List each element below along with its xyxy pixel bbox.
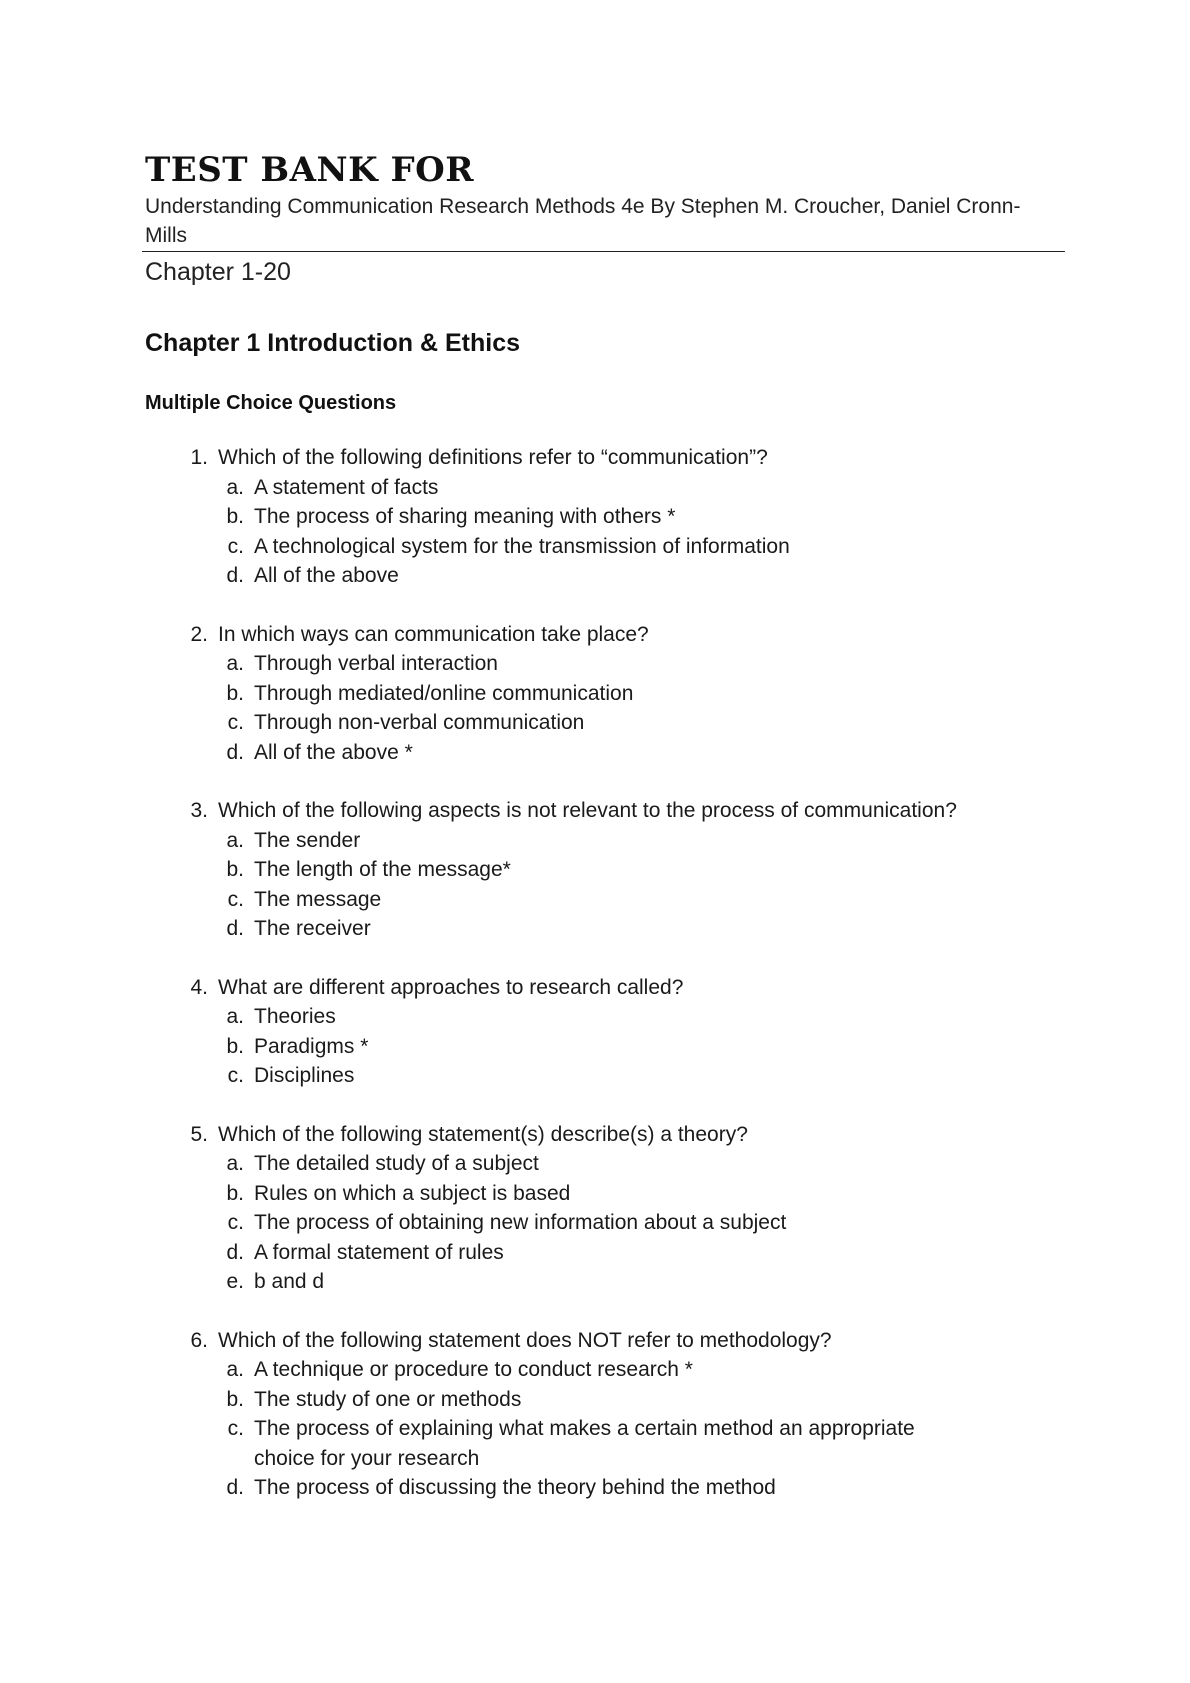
option-text: Theories <box>254 1005 336 1028</box>
option-text: Disciplines <box>254 1064 355 1087</box>
option-letter: c. <box>227 534 244 558</box>
answer-option <box>145 914 1055 944</box>
answer-option <box>145 1061 1055 1091</box>
option-text: A technique or procedure to conduct research * <box>254 1358 693 1381</box>
option-text: A technological system for the transmission of information <box>254 534 790 558</box>
question-text: What are different approaches to research called? <box>218 975 684 999</box>
answer-option <box>145 826 1055 856</box>
question-line <box>145 973 1055 1003</box>
answer-option <box>145 1355 1055 1385</box>
answer-option <box>145 561 1055 591</box>
option-text: The process of sharing meaning with others * <box>254 505 676 528</box>
option-text: The process of discussing the theory behind the method <box>254 1476 776 1499</box>
option-letter: c. <box>227 711 244 734</box>
option-letter: a. <box>226 475 244 499</box>
document-title: TEST BANK FOR <box>145 150 475 190</box>
question-line <box>145 1120 1055 1150</box>
answer-options <box>145 1355 1055 1503</box>
question-number: 4. <box>190 975 208 999</box>
answer-option <box>145 649 1055 679</box>
option-letter: b. <box>226 505 244 528</box>
option-letter: b. <box>226 1387 244 1411</box>
answer-option <box>145 1208 1055 1238</box>
question-list <box>145 443 1055 1503</box>
document-subtitle: Understanding Communication Research Methods 4e By Stephen M. Croucher, Daniel Cronn-Mills <box>145 195 1021 247</box>
question-number: 3. <box>190 799 208 822</box>
answer-option <box>145 502 1055 532</box>
answer-option <box>145 532 1055 562</box>
answer-option <box>145 738 1055 768</box>
question-item <box>145 973 1055 1091</box>
option-letter: a. <box>226 1152 244 1175</box>
option-text: Through non-verbal communication <box>254 711 585 734</box>
answer-option <box>145 1002 1055 1032</box>
question-number: 5. <box>190 1122 208 1146</box>
option-letter: c. <box>227 1417 244 1440</box>
option-letter: b. <box>226 681 244 705</box>
option-letter: d. <box>226 740 244 764</box>
question-item <box>145 796 1055 944</box>
option-text: Through mediated/online communication <box>254 681 634 705</box>
option-text: The process of obtaining new information about a subject <box>254 1211 787 1234</box>
answer-option <box>145 473 1055 503</box>
answer-option <box>145 1414 1055 1473</box>
question-item <box>145 443 1055 591</box>
question-text: Which of the following statement does NOT refer to methodology? <box>218 1328 832 1352</box>
option-text: Through verbal interaction <box>254 652 498 675</box>
question-item <box>145 1120 1055 1297</box>
answer-option <box>145 1179 1055 1209</box>
option-letter: c. <box>227 1211 244 1234</box>
option-letter: a. <box>226 828 244 852</box>
section-heading: Multiple Choice Questions <box>145 392 397 414</box>
answer-option <box>145 679 1055 709</box>
option-text: The study of one or methods <box>254 1387 522 1411</box>
option-letter: e. <box>226 1270 244 1293</box>
option-text: The detailed study of a subject <box>254 1152 539 1175</box>
option-text: The message <box>254 887 382 911</box>
question-text: Which of the following definitions refer to “communication”? <box>218 446 768 469</box>
option-letter: d. <box>226 1476 244 1499</box>
option-letter: d. <box>226 917 244 940</box>
answer-options <box>145 649 1055 767</box>
option-letter: a. <box>226 652 244 675</box>
header-divider <box>142 251 1065 252</box>
option-text: All of the above <box>254 564 399 587</box>
option-text: A statement of facts <box>254 475 439 499</box>
option-letter: b. <box>226 858 244 881</box>
question-number: 6. <box>190 1328 208 1352</box>
chapter-range: Chapter 1-20 <box>145 258 291 286</box>
answer-options <box>145 1002 1055 1091</box>
option-text: Paradigms * <box>254 1034 369 1058</box>
chapter-heading: Chapter 1 Introduction & Ethics <box>145 329 521 357</box>
answer-options <box>145 826 1055 944</box>
option-letter: a. <box>226 1005 244 1028</box>
question-line <box>145 1326 1055 1356</box>
question-line <box>145 620 1055 650</box>
option-text: Rules on which a subject is based <box>254 1181 571 1205</box>
option-letter: c. <box>227 1064 244 1087</box>
option-letter: a. <box>226 1358 244 1381</box>
option-text: The sender <box>254 828 361 852</box>
answer-option <box>145 1473 1055 1503</box>
question-item <box>145 620 1055 768</box>
answer-option <box>145 1032 1055 1062</box>
option-text: b and d <box>254 1270 325 1293</box>
answer-option <box>145 708 1055 738</box>
option-letter: d. <box>226 564 244 587</box>
question-text: Which of the following statement(s) describe(s) a theory? <box>218 1122 748 1146</box>
option-text: The process of explaining what makes a certain method an appropriate choice for your research <box>254 1417 915 1470</box>
answer-option <box>145 1267 1055 1297</box>
question-line <box>145 443 1055 473</box>
question-item <box>145 1326 1055 1503</box>
option-letter: c. <box>227 887 244 911</box>
question-number: 2. <box>190 622 208 646</box>
option-text: A formal statement of rules <box>254 1240 504 1264</box>
answer-options <box>145 1149 1055 1297</box>
answer-option <box>145 1385 1055 1415</box>
option-letter: b. <box>226 1181 244 1205</box>
question-number: 1. <box>190 446 208 469</box>
question-line <box>145 796 1055 826</box>
option-letter: b. <box>226 1034 244 1058</box>
answer-option <box>145 1149 1055 1179</box>
option-letter: d. <box>226 1240 244 1264</box>
question-text: Which of the following aspects is not relevant to the process of communication? <box>218 799 957 822</box>
option-text: The receiver <box>254 917 371 940</box>
option-text: The length of the message* <box>254 858 511 881</box>
answer-option <box>145 885 1055 915</box>
answer-options <box>145 473 1055 591</box>
question-text: In which ways can communication take place? <box>218 622 649 646</box>
answer-option <box>145 1238 1055 1268</box>
option-text: All of the above * <box>254 740 413 764</box>
answer-option <box>145 855 1055 885</box>
document-page <box>145 150 1055 1532</box>
